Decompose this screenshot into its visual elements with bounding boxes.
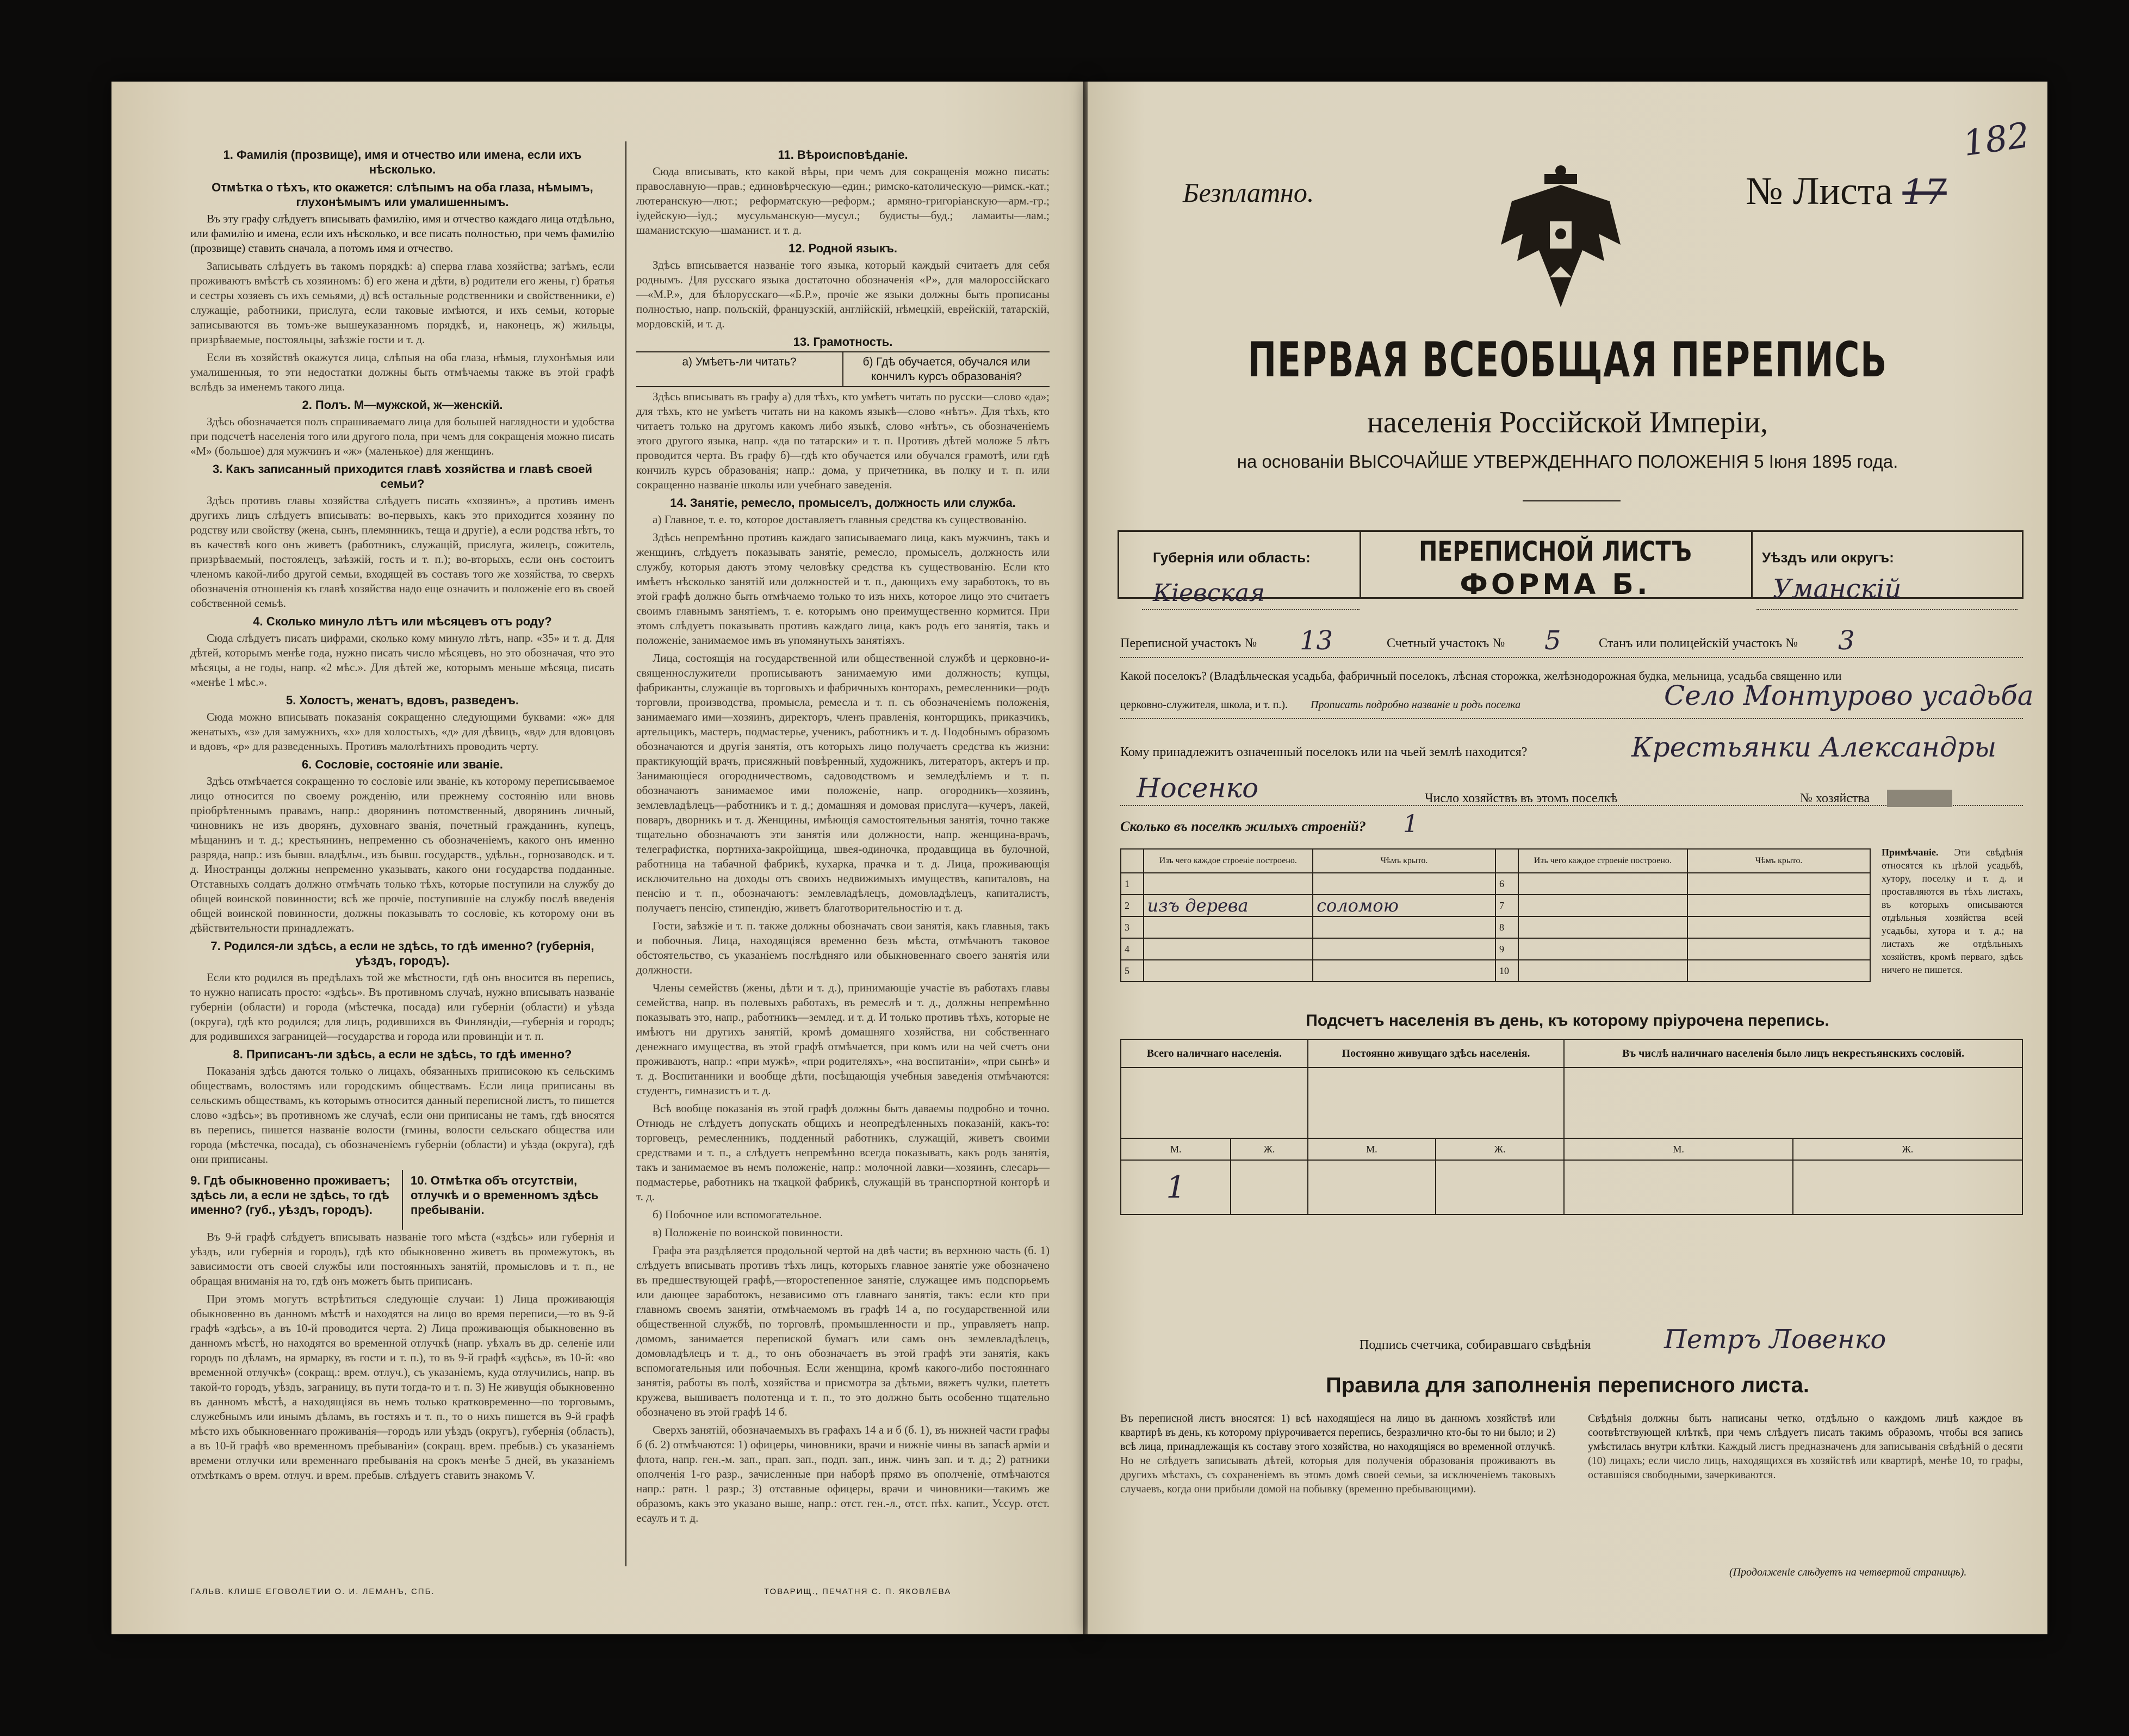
continued-note: (Продолженіе слѣдуетъ на четвертой страницѣ). bbox=[1729, 1566, 1967, 1578]
section-7-title: 7. Родился-ли здѣсь, а если не здѣсь, то гдѣ именно? (губернія, уѣздъ, городъ). bbox=[210, 939, 594, 968]
rules-left: Въ переписной листъ вносятся: 1) всѣ находящіеся на лицо въ данномъ хозяйствѣ или квартирѣ въ день, къ которому пріурочивается перепись, безразлично кто-бы то ни было; и 2) всѣ лица, принадлежащія къ составу этого хозяйства, но находящіяся во временной отлучкѣ. Но не слѣдуетъ записывать дѣтей, которыя для полученія образованія проживаютъ въ другихъ мѣстахъ, съ сохраненіемъ въ этомъ домѣ своей семьи, за исключеніемъ таковыхъ случаевъ, когда они прибыли домой на побывку (временно пребывающими). bbox=[1120, 1412, 1555, 1495]
literacy-b-label: б) Гдѣ обучается, обучался или кончилъ курсъ образованія? bbox=[862, 356, 1031, 383]
owner-value-1: Крестьянки Александры bbox=[1631, 731, 1997, 763]
section-4-title: 4. Сколько минуло лѣтъ или мѣсяцевъ отъ роду? bbox=[253, 615, 552, 628]
right-page bbox=[1088, 82, 2047, 1634]
male-label: М. bbox=[1308, 1138, 1436, 1160]
printer-credit: ГАЛЬВ. КЛИШЕ ЕГОВОЛЕТИИ О. И. ЛЕМАНЪ, СПБ. bbox=[190, 1587, 435, 1596]
field-line bbox=[1756, 609, 2018, 610]
section-11-title: 11. Вѣроисповѣданіе. bbox=[778, 148, 908, 162]
census-subtitle: населенія Россійской Имперіи, bbox=[1367, 406, 1768, 439]
census-basis: на основаніи ВЫСОЧАЙШЕ УТВЕРЖДЕННАГО ПОЛОЖЕНІЯ 5 Іюня 1895 года. bbox=[1237, 451, 1898, 472]
printer-credit: ТОВАРИЩ., ПЕЧАТНЯ С. П. ЯКОВЛЕВА bbox=[764, 1587, 952, 1596]
uezd-label: Уѣздъ или округъ: bbox=[1762, 549, 1894, 566]
divider-line bbox=[1751, 530, 1753, 599]
text-block: а) Главное, т. е. то, которое доставляетъ главныя средства къ существованію. Здѣсь непремѣнно противъ каждаго записываемаго лица, какъ мужчинъ, такъ и женщинъ, слѣдуетъ показывать занятіе, ремесло, промыселъ, должность или службу, которыя даютъ этому человѣку средства къ существованію. Если кто имѣетъ нѣсколько занятій или должностей и т. п., дающихъ ему заработокъ, то въ этой графѣ должно быть отмѣчаемо только то изъ нихъ, которое лицо это считаетъ своимъ главнымъ занятіемъ, т. е. которымъ оно преимущественно кормится. При этомъ слѣдуетъ показывать противъ каждаго лица, какъ родъ его занятія, такъ и положеніе, занимаемое имъ въ упомянутыхъ занятіяхъ. Лица, состоящія на государственной или общественной службѣ и церковно-и-священнослужители прописываютъ занимаемую ими должность; купцы, фабриканты, служащіе въ торговыхъ и фабричныхъ конторахъ, ремесленники—родъ торговли, производства, промысла, ремесла и т. п. съ обозначеніемъ положенія, занимаемаго ими—хозяинъ, директоръ, членъ правленія, конторщикъ, приказчикъ, артельщикъ, мастеръ, подмастерье, ученикъ, работникъ и т. д. Подобнымъ образомъ обозначаются и другія занятія, отъ которыхъ лицо получаетъ средства къ жизни: практикующій врачъ, присяжный повѣренный, художникъ, литераторъ, актеръ и пр. Занимающіеся огородничествомъ, садоводствомъ и земледѣліемъ и т. п. обозначаютъ занимаемое ими положеніе, напр. огородникъ—хозяинъ, землевладѣлецъ—работникъ и т. д.; домашняя и домовая прислуга—кучеръ, лакей, поваръ, дворникъ и т. д. Женщины, имѣющія самостоятельныя занятія, точно также тщательно обозначаютъ эти занятія или должности, напр. женщина-врачъ, телеграфистка, портниха-закройщица, швея-одиночка, продавщица въ булочной, работница на табачной фабрикѣ, кухарка, прачка и т. д. Лица, проживающія исключительно на доходы отъ своихъ недвижимыхъ имуществъ, капиталовъ, на пенсію и т. п., обозначаютъ: землевладѣлецъ, домовладѣлецъ, капиталистъ, получаетъ пенсію, стипендію, живетъ благотворительностію и т. д. Гости, заѣзжіе и т. п. также должны обозначать свои занятія, какъ главныя, такъ и побочныя. Лица, находящіяся временно безъ мѣста, отмѣчаютъ таковое обстоятельство, съ указаніемъ послѣдняго или обыкновеннаго своего занятія или должности. Члены семействъ (жены, дѣти и т. д.), принимающіе участіе въ работахъ главы семейства, напр. въ полевыхъ работахъ, въ ремеслѣ и т. д., должны непремѣнно показывать это, напр., работникъ—землед. и т. д. И только противъ тѣхъ, которые не имѣютъ ни другихъ занятій, кромѣ домашняго хозяйства, ни собственнаго денежнаго имущества, въ этой графѣ отмѣчается, при комъ или на чей счетъ они проживаютъ, напр.: «при мужѣ», «при родителяхъ», «на воспитаніи», «при сынѣ» и т. д. Воспитанники и вообще дѣти, посѣщающія учебныя заведенія отмѣчаются: студентъ, гимназистъ и т. д. Всѣ вообще показанія въ этой графѣ должны быть даваемы подробно и точно. Отнюдь не слѣдуетъ допускать общихъ и неопредѣленныхъ показаній, какъ-то: торговецъ, ремесленникъ, подденный работникъ, служащій, живетъ своими средствами и т. п., а слѣдуетъ непремѣнно всегда показывать, какъ родъ занятія, такъ и занимаемое въ немъ положеніе, напр.: молочной лавки—хозяинъ, слесарь—подмастерье, работникъ на ткацкой фабрикѣ, служащій въ транспортной конторѣ и т. д. б) Побочное или вспомогательное. в) Положеніе по воинской повинности. Графа эта раздѣляется продольной чертой на двѣ части; въ верхнюю часть (б. 1) слѣдуетъ вписывать противъ тѣхъ лицъ, которыхъ главное занятіе уже обозначено въ предшествующей графѣ,—второстепенное занятіе, служащее имъ подспорьемъ или дающее заработокъ, независимо отъ главнаго занятія, такъ: если кто при главномъ своемъ занятіи, отмѣчаемомъ въ графѣ 14 а, по государственной или общественной службѣ, по торговлѣ, промышленности и пр., управляетъ напр. домомъ, занимается перепиской бумагъ или самъ онъ землевладѣлецъ, домовладѣлецъ и т. д., то онъ обозначаетъ въ этой графѣ эти занятія, какъ вспомогательныя или побочныя. Если женщина, кромѣ какого-либо постояннаго занятія, работы въ полѣ, хозяйства и присмотра за дѣтьми, вяжетъ чулки, плететъ кружева, вышиваетъ полотенца и т. п., то это должно быть особенно тщательно обозначено въ этой графѣ 14 б. Сверхъ занятій, обозначаемыхъ въ графахъ 14 а и б (б. 1), въ нижней части графы б (б. 2) отмѣчаются: 1) офицеры, чиновники, врачи и нижніе чины въ запасѣ арміи и флота, напр. ген.-м. зап., прап. зап., подп. зап., инж. чинъ зап. и т. д.; 2) ратники ополченія 1-го разр., зачисленные при наборѣ прямо въ ополченіе, отмѣчаются напр.: ратн. 1 разр.; 3) отставные офицеры, врачи и чиновники—такимъ же образомъ, какъ это указано выше, напр.: отст. ген.-л., отст. пѣх. капит., Уссур. отст. есаулъ и т. д. bbox=[636, 513, 1050, 1524]
count-header-permanent: Постоянно живущаго здѣсь населенія. bbox=[1308, 1039, 1565, 1068]
text-block: Сюда вписывать, кто какой вѣры, при чемъ для сокращенія можно писать: православную—прав.; единовѣрческую—един.; римско-католическую—римск.-кат.; лютеранскую—лют.; реформатскую—реформ.; армяно-григоріанскую—арм.-гр.; іудейскую—іуд.; мусульманскую—мусул.; будисты—буд.; ламаиты—лам.; шаманистскую—шаманист. и т. д. bbox=[636, 165, 1050, 237]
section-1-text: Въ эту графу слѣдуетъ вписывать фамилію, имя и отчество каждаго лица отдѣльно, или фамилію и имена, если ихъ нѣсколько, и все писать полностью, при чемъ фамилію (прозвище) ставить сначала, а потомъ имя и отчество. bbox=[190, 212, 615, 255]
text-block: Показанія здѣсь даются только о лицахъ, обязанныхъ приписокою къ сельскимъ обществамъ, волостямъ или городскимъ обществамъ. Если лица приписаны въ сельскимъ обществамъ, къ которымъ относится данный переписной листъ, то пишется слово «здѣсь»; въ противномъ же случаѣ, если они приписаны не тамъ, гдѣ вносятся въ перепись, пишется названіе волости (гмины, волости сельскаго общества или города (мѣстечка, посада), съ обозначеніемъ губерніи (области) и уѣзда (округа), гдѣ они приписаны. bbox=[190, 1064, 615, 1165]
count-district-value: 5 bbox=[1544, 625, 1561, 656]
left-column-2 bbox=[636, 144, 1050, 1529]
text-block: Если кто родился въ предѣлахъ той же мѣстности, гдѣ онъ вносится въ перепись, то нужно написать просто: «здѣсь». Въ противномъ случаѣ, нужно вписывать названіе губерніи (области) и города (мѣстечка, посада) или губерніи (области) и уѣзда (округа), гдѣ кто родился; для лицъ, родившихся въ Финляндіи,—губернія и городъ; для родившихся заграницей—государства и города или провинціи и т. п. bbox=[190, 971, 615, 1043]
section-8-title: 8. Приписанъ-ли здѣсь, а если не здѣсь, то гдѣ именно? bbox=[233, 1047, 572, 1061]
sheet-number-value: 17 bbox=[1902, 172, 1947, 213]
settlement-question-2: церковно-служителя, школа, и т. п.). bbox=[1120, 699, 1288, 711]
section-13-title: 13. Грамотность. bbox=[793, 335, 893, 349]
male-label: М. bbox=[1564, 1138, 1793, 1160]
section-10-title: 10. Отмѣтка объ отсутствіи, отлучкѣ и о временномъ здѣсь пребываніи. bbox=[411, 1174, 599, 1217]
table-row: 5 10 bbox=[1121, 960, 1870, 982]
building-roof-value: соломою bbox=[1313, 895, 1495, 916]
buildings-value: 1 bbox=[1403, 810, 1418, 838]
literacy-subheads bbox=[636, 351, 1050, 387]
buildings-roof-header: Чѣмъ крыто. bbox=[1687, 849, 1870, 873]
count-header-nonpeasant: Въ числѣ наличнаго населенія было лицъ некрестьянскихъ сословій. bbox=[1564, 1039, 2022, 1068]
household-number-label: № хозяйства bbox=[1800, 791, 1870, 805]
left-page bbox=[111, 82, 1088, 1634]
signature-value: Петръ Ловенко bbox=[1664, 1324, 1886, 1355]
signature-label: Подпись счетчика, собиравшаго свѣдѣнія bbox=[1360, 1338, 1591, 1352]
male-label: М. bbox=[1121, 1138, 1231, 1160]
section-9-title: 9. Гдѣ обыкновенно проживаетъ; здѣсь ли, а если не здѣсь, то гдѣ именно? (губ., уѣздъ, городъ). bbox=[190, 1174, 390, 1217]
female-label: Ж. bbox=[1436, 1138, 1564, 1160]
text-block: Здѣсь противъ главы хозяйства слѣдуетъ писать «хозяинъ», а противъ именъ другихъ лицъ слѣдуетъ вписывать: во-первыхъ, какъ это приходится хозяину по родству или свойству (жена, сынъ, племянникъ, теща и другіе), а если родства нѣтъ, то въ качествѣ кого онъ живетъ (работникъ, служащій, прислуга, жилецъ, сожитель, призрѣваемый, постоялецъ, заѣзжій, гость и т. п.); во-вторыхъ, если онъ состоитъ членомъ какой-либо другой семьи, входящей въ составъ того же хозяйства, то сверхъ обозначенія отношенія къ главѣ хозяйства надо еще означить и положеніе его въ своей собственной семьѣ. bbox=[190, 494, 615, 610]
free-label: Безплатно. bbox=[1183, 177, 1314, 208]
table-row: 1 6 bbox=[1121, 873, 1870, 895]
field-line bbox=[1142, 609, 1360, 610]
field-line bbox=[1120, 718, 2023, 719]
buildings-label: Сколько въ поселкѣ жилыхъ строеній? bbox=[1120, 819, 1366, 834]
buildings-roof-header: Чѣмъ крыто. bbox=[1313, 849, 1495, 873]
buildings-material-header: Изъ чего каждое строеніе построено. bbox=[1144, 849, 1313, 873]
form-title: ПЕРЕПИСНОЙ ЛИСТЪ bbox=[1419, 536, 1692, 567]
field-line bbox=[1120, 657, 2023, 658]
table-row: 3 8 bbox=[1121, 916, 1870, 938]
count-district-label: Счетный участокъ № bbox=[1387, 636, 1505, 650]
text-block: Здѣсь обозначается полъ спрашиваемаго лица для большей наглядности и удобства при подсчетѣ населенія того или другого пола, при чемъ для сокращенія можно писать «М» (большое) для мужчинъ и «ж» (маленькое) для женщинъ. bbox=[190, 415, 615, 457]
text-block: Сюда слѣдуетъ писать цифрами, сколько кому минуло лѣтъ, напр. «35» и т. д. Для дѣтей, которымъ менѣе года, нужно писать число мѣсяцевъ, но это обозначая, что это мѣсяцы, а не годы, напр. «2 мѣс.». Для дѣтей же, которымъ меньше мѣсяца, писать «менѣе 1 мѣс.». bbox=[190, 631, 615, 689]
section-3-title: 3. Какъ записанный приходится главѣ хозяйства и главѣ своей семьи? bbox=[212, 462, 593, 491]
count-header-present: Всего наличнаго населенія. bbox=[1121, 1039, 1308, 1068]
count-present-value: 1 bbox=[1121, 1160, 1231, 1214]
rules-right-text: Свѣдѣнія должны быть написаны четко, отдѣльно о каждомъ лицѣ каждое въ соотвѣтствующей клѣткѣ, при чемъ слѣдуетъ писать такимъ образомъ, чтобы вся запись умѣстилась внутри клѣтки. bbox=[1588, 1412, 2023, 1453]
section-1-title: 1. Фамилія (прозвище), имя и отчество или имена, если ихъ нѣсколько. bbox=[223, 148, 582, 176]
buildings-note bbox=[1882, 846, 2023, 976]
text-block: Здѣсь вписывается названіе того языка, который каждый считаетъ для себя роднымъ. Для русскаго языка достаточно обозначенія «Р», для малороссійскаго—«М.Р.», для бѣлорусскаго—«Б.Р.», прочіе же языки должны быть прописаны полностью, напр. польскій, французскій, англійскій, нѣмецкій, еврейскій, татарскій, мордовскій, и т. д. bbox=[636, 258, 1050, 330]
section-12-title: 12. Родной языкъ. bbox=[788, 241, 898, 255]
count-title: Подсчетъ населенія въ день, къ которому пріурочена перепись. bbox=[1306, 1012, 1829, 1030]
census-district-value: 13 bbox=[1300, 625, 1333, 656]
text-block: Въ 9-й графѣ слѣдуетъ вписывать названіе того мѣста («здѣсь» или губернія и уѣздъ, или губернія и городъ), гдѣ кто обыкновенно живетъ въ промежутокъ, въ зависимости отъ своей службы или постоянныхъ занятій, промысловъ и т. п., не обращая вниманія на то, гдѣ онъ можетъ быть приписанъ. bbox=[190, 1230, 615, 1287]
uezd-value: Уманскій bbox=[1773, 574, 1902, 604]
rules-right: Свѣдѣнія должны быть написаны четко, отдѣльно о каждомъ лицѣ каждое въ соотвѣтствующей клѣткѣ, при чемъ слѣдуетъ писать такимъ образомъ, чтобы вся запись умѣстилась внутри клѣтки. Каждый листъ предназначенъ для записыванія свѣдѣній о десяти (10) лицахъ; если число лицъ, находящихся въ хозяйствѣ или квартирѣ, менѣе 10, то графы, оставшіяся свободными, зачеркиваются. bbox=[1588, 1412, 2024, 1481]
note-title: Примѣчаніе. bbox=[1882, 847, 1939, 858]
buildings-table bbox=[1120, 848, 1871, 982]
households-label: Число хозяйствъ въ этомъ поселкѣ bbox=[1425, 791, 1618, 805]
literacy-a-label: а) Умѣетъ-ли читать? bbox=[636, 352, 843, 386]
sheet-number-text: № Листа bbox=[1746, 169, 1893, 213]
owner-value-2: Носенко bbox=[1137, 772, 1259, 804]
redacted-box bbox=[1887, 790, 1952, 807]
section-6-title: 6. Сословіе, состояніе или званіе. bbox=[301, 758, 504, 771]
settlement-question: Какой поселокъ? (Владѣльческая усадьба, фабричный поселокъ, лѣсная сторожка, желѣзнодорожная будка, мельница, усадьба священно или bbox=[1120, 669, 1842, 683]
section-1-subtitle: Отмѣтка о тѣхъ, кто окажется: слѣпымъ на оба глаза, нѣмымъ, глухонѣмымъ или умалишеннымъ. bbox=[212, 181, 593, 209]
settlement-value: Село Монтурово усадьба bbox=[1664, 680, 2034, 711]
text-block: Здѣсь отмѣчается сокращенно то сословіе или званіе, къ которому переписываемое лицо относится по своему рожденію, или прежнему состоянію или вновь пріобрѣтеннымъ правамъ, напр.: дворянинъ потомственный, дворянинъ личный, чиновникъ не изъ дворянъ, духовнаго званія, почетный гражданинъ, купецъ, мѣщанинъ и т. д.; крестьянинъ, непременно съ обозначеніемъ, какого онъ именно разряда, напр.: изъ бывш. владѣльч., изъ бывш. государств., удѣльн., горнозаводск. и т. д. Иностранцы должны непременно указывать, какого они государства подданные. Отставныхъ солдатъ должно отмѣчать только тѣхъ, которые поступили на службу до общей воинской повинности; всѣ же прочіе, поступившіе на службу послѣ введенія общей воинской повинности, должны показывать то сословіе, къ которому они въ дѣйствительности принадлежатъ. bbox=[190, 774, 615, 934]
section-14-title: 14. Занятіе, ремесло, промыселъ, должность или служба. bbox=[670, 496, 1016, 510]
sheet-number-label bbox=[1746, 169, 1947, 214]
text-block: Здѣсь вписывать въ графу а) для тѣхъ, кто умѣетъ читать по русски—слово «да»; для тѣхъ, кто не умѣетъ читать ни на какомъ языкѣ—слово «нѣтъ». Для тѣхъ, кто читаетъ только на другомъ какомъ либо языкѣ, слово «нѣтъ», съ обозначеніемъ этого другого языка, напр. «да по татарски» и т. п. Противъ дѣтей моложе 5 лѣтъ проводится черта. Въ графу б)—гдѣ кто обучается или обучался грамотѣ, или гдѣ кончилъ курсъ образованія; напр.: дома, у причетника, въ полку и т. п. или сокращенно названіе школы или учебнаго заведенія. bbox=[636, 390, 1050, 491]
section-5-title: 5. Холостъ, женатъ, вдовъ, разведенъ. bbox=[285, 693, 519, 707]
female-label: Ж. bbox=[1793, 1138, 2022, 1160]
female-label: Ж. bbox=[1231, 1138, 1307, 1160]
section-9-10-row bbox=[190, 1170, 615, 1230]
gubernia-value: Кіевская bbox=[1153, 579, 1265, 607]
section-2-title: 2. Полъ. М—мужской, ж—женскій. bbox=[302, 398, 503, 412]
divider-line bbox=[1523, 500, 1621, 501]
table-row: 4 9 bbox=[1121, 938, 1870, 960]
rules-title: Правила для заполненія переписного листа. bbox=[1326, 1373, 1809, 1397]
census-district-label: Переписной участокъ № bbox=[1120, 636, 1257, 650]
stan-value: 3 bbox=[1838, 625, 1855, 656]
census-title: ПЕРВАЯ ВСЕОБЩАЯ ПЕРЕПИСЬ bbox=[1247, 332, 1888, 388]
rules-left-text: Въ переписной листъ вносятся: 1) всѣ находящіеся на лицо въ данномъ хозяйствѣ или квартирѣ въ день, къ которому пріурочивается перепись, безразлично кто-бы то ни было; и 2) всѣ лица, принадлежащія къ составу этого хозяйства, но находящіяся во временной отлучкѣ. bbox=[1120, 1412, 1555, 1453]
left-column-1 bbox=[190, 144, 615, 1486]
imperial-eagle-emblem bbox=[1490, 163, 1631, 310]
buildings-material-header: Изъ чего каждое строеніе построено. bbox=[1518, 849, 1687, 873]
gubernia-label: Губернія или область: bbox=[1153, 549, 1311, 566]
archive-number: 182 bbox=[1960, 115, 2032, 165]
text-block: Записывать слѣдуетъ въ такомъ порядкѣ: а) сперва глава хозяйства; затѣмъ, если проживаютъ вмѣстѣ съ хозяиномъ: б) его жена и дѣти, в) родители его жены, г) братья и сестры хозяевъ съ ихъ семьями, д) всѣ остальные родственники и свойственники, е) служащіе, работники, прислуга, если таковые имѣются, и ихъ семьи, которые записываются въ томъ-же вышеуказанномъ порядкѣ, и, наконецъ, ж) жильцы, призрѣваемые, постояльцы, заѣзжіе гости и т. д. Если въ хозяйствѣ окажутся лица, слѣпыя на оба глаза, нѣмыя, глухонѣмыя или умалишенныя, то эти недостатки должны быть отмѣчаемы также въ этой графѣ вслѣдъ за именемъ такого лица. bbox=[190, 259, 615, 393]
stan-label: Станъ или полицейскій участокъ № bbox=[1599, 636, 1798, 650]
text-block: Сюда можно вписывать показанія сокращенно следующими буквами: «ж» для женатыхъ, «з» для замужнихъ, «х» для холостыхъ, «д» для дѣвицъ, «вд» для вдовцовъ и вдовъ, «р» для разведенныхъ. Противъ малолѣтнихъ проводить черту. bbox=[190, 710, 615, 753]
building-material-value: изъ дерева bbox=[1144, 895, 1313, 916]
text-block: При этомъ могутъ встрѣтиться следующіе случаи: 1) Лица проживающія обыкновенно въ данномъ мѣстѣ и находятся на лицо во время переписи,—то въ 9-й графѣ «здѣсь», а въ 10-й проводится черта. 2) Лица проживающія обыкновенно въ данномъ мѣстѣ, но находятся во временной отлучкѣ (напр. уѣхалъ въ др. селеніе или городъ по дѣламъ, на ярмарку, въ гости и т. п.), то въ 9-й графѣ «здѣсь», въ 10-й: «во временной отлучкѣ» (сокращ.: врем. отлуч.), съ указаніемъ, куда отлучились, напр. въ такой-то городъ, уѣздъ, заграницу, въ пути тогда-то и т. п. 3) Не живущія обыкновенно въ данномъ мѣстѣ, а находящіяся въ немъ только кратковременно—по торговымъ, служебнымъ или инымъ дѣламъ, въ гостяхъ и т. п., то о нихъ пишется въ 9-й графѣ мѣсто ихъ обыкновеннаго проживанія—городъ или уѣздъ (округъ), губернія (область), а въ 10-й графѣ «во временномъ пребываніи» (сокращ. врем. пребыв.) съ указаніемъ времени отлучки или временнаго пребыванія на срокъ менѣе 5 дней, въ указаніемъ отмѣткамъ о врем. отлуч. и врем. пребыв. слѣдуетъ ставить знакомъ V. bbox=[190, 1292, 615, 1481]
column-divider bbox=[625, 141, 626, 1566]
table-row: 2 изъ дерева соломою 7 bbox=[1121, 895, 1870, 916]
form-subtitle: ФОРМА Б. bbox=[1460, 568, 1651, 601]
note-text: Эти свѣдѣнія относятся къ цѣлой усадьбѣ, хутору, поселку и т. д. и проставляются въ тѣхъ листахъ, въ которыхъ описываются отдѣльныя хозяйства всей усадьбы, хутора и т. д.; на листахъ же отдѣльныхъ хозяйствъ, кромѣ перваго, здѣсь ничего не пишется. bbox=[1882, 847, 2023, 975]
settlement-hint: Прописать подробно названіе и родъ поселка bbox=[1311, 699, 1521, 711]
owner-question: Кому принадлежитъ означенный поселокъ или на чьей землѣ находится? bbox=[1120, 745, 1528, 759]
population-count-table bbox=[1120, 1039, 2023, 1215]
